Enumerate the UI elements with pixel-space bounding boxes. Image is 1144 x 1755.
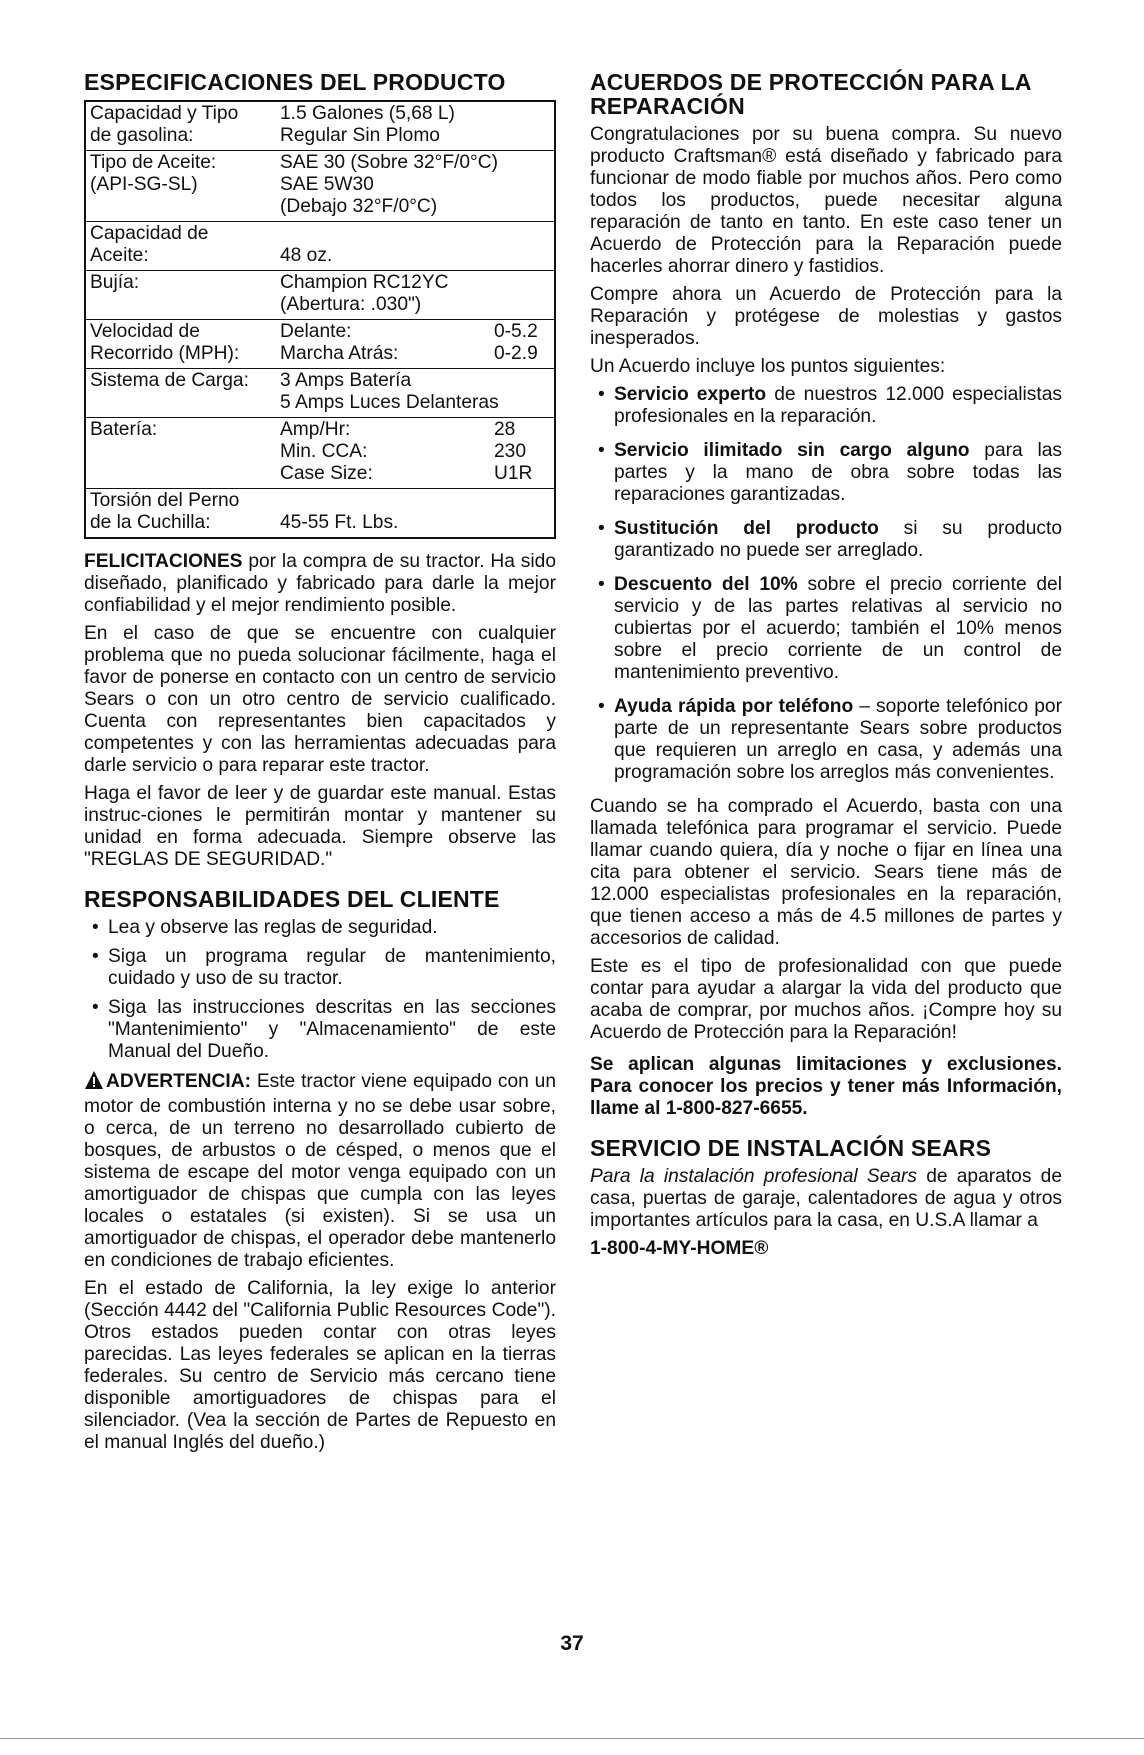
- spec-line: [90, 125, 550, 147]
- install-italic: Para la instalación profesional Sears: [590, 1166, 917, 1187]
- spec-line: [90, 419, 550, 441]
- spec-value: 5 Amps Luces Delanteras: [280, 392, 499, 413]
- spec-line: [90, 441, 550, 463]
- spec-label: (API-SG-SL): [90, 174, 198, 195]
- spec-row: [86, 271, 554, 320]
- spec-label: Aceite:: [90, 245, 149, 266]
- warning-bold: ADVERTENCIA:: [106, 1071, 251, 1092]
- bullet-icon: •: [598, 574, 605, 595]
- protection-list: [590, 384, 1062, 784]
- california-paragraph: En el estado de California, la ley exige lo anterior (Sección 4442 del "California Public Resources Code"). Otros estados pueden contar con otras leyes parecidas. Las leyes federales se aplican en la tierras federales. Su centro de Servicio más cercano tiene disponible amortiguadores de chispas para el silenciador. (Vea la sección de Partes de Repuesto en el manual Inglés del dueño.): [84, 1278, 556, 1453]
- responsibility-item: [84, 997, 556, 1063]
- spec-label: de gasolina:: [90, 125, 194, 146]
- spec-row: [86, 418, 554, 489]
- spec-value: 48 oz.: [280, 245, 333, 266]
- responsibility-text: Lea y observe las reglas de seguridad.: [108, 917, 438, 938]
- spec-line: [90, 512, 550, 534]
- spec-value: SAE 5W30: [280, 174, 374, 195]
- protection-item-bold: Servicio ilimitado sin cargo alguno: [614, 440, 970, 461]
- congrats-text: por la compra de su tractor. Ha sido diseñado, planificado y fabricado para darle la mejor confiabilidad y el mejor rendimiento posible.: [84, 551, 556, 616]
- spec-row: [86, 102, 554, 151]
- responsibilities-list: [84, 917, 556, 1063]
- protection-item-bold: Servicio experto: [614, 384, 767, 405]
- install-heading: SERVICIO DE INSTALACIÓN SEARS: [590, 1135, 992, 1161]
- spec-value: SAE 30 (Sobre 32°F/0°C): [280, 152, 498, 173]
- bullet-icon: •: [598, 440, 605, 461]
- spec-label: Torsión del Perno: [90, 490, 240, 511]
- protection-item-bold: Ayuda rápida por teléfono: [614, 696, 854, 717]
- protection-limits: Se aplican algunas limitaciones y exclusiones. Para conocer los precios y tener más Información, llame al 1-800-827-6655.: [590, 1054, 1062, 1119]
- bullet-icon: •: [598, 696, 605, 717]
- protection-item-bold: Descuento del 10%: [614, 574, 798, 595]
- responsibility-item: [84, 946, 556, 990]
- spec-line: [90, 245, 550, 267]
- spec-row: [86, 151, 554, 222]
- spec-heading: ESPECIFICACIONES DEL PRODUCTO: [84, 69, 506, 95]
- spec-line: [90, 103, 550, 125]
- spec-value: Marcha Atrás:: [280, 343, 399, 364]
- spec-row: [86, 320, 554, 369]
- spec-label: Recorrido (MPH):: [90, 343, 240, 364]
- spec-value-2: 0-2.9: [494, 343, 538, 364]
- protection-item: [590, 696, 1062, 784]
- spec-line: [90, 152, 550, 174]
- spec-table: [84, 100, 556, 539]
- spec-value: Regular Sin Plomo: [280, 125, 440, 146]
- bullet-icon: •: [92, 946, 99, 967]
- spec-label: Sistema de Carga:: [90, 370, 249, 391]
- warning-text: Este tractor viene equipado con un motor de combustión interna y no se debe usar sobre, o cerca, de un terreno no desarrollado cubierto de bosques, de arbustos o de césped, o menos que el sistema de escape del motor venga equipado con un amortiguador de chispas que cumpla con las leyes locales o estatales (si existen). Si se usa un amortiguador de chispas, el operador debe mantenerlo en condiciones de trabajo eficientes.: [84, 1071, 556, 1271]
- spec-value: [280, 223, 550, 245]
- spec-value-2: 0-5.2: [494, 321, 538, 342]
- spec-line: [90, 272, 550, 294]
- protection-item: [590, 518, 1062, 562]
- install-phone: 1-800-4-MY-HOME®: [590, 1238, 769, 1259]
- bottom-divider: [0, 1738, 1144, 1739]
- spec-label: [90, 441, 280, 463]
- spec-value: (Debajo 32°F/0°C): [280, 196, 438, 217]
- left-column: [84, 70, 556, 1460]
- protection-item: [590, 574, 1062, 684]
- bullet-icon: •: [92, 997, 99, 1018]
- spec-value: 1.5 Galones (5,68 L): [280, 103, 455, 124]
- right-column: [590, 70, 1062, 1266]
- spec-label: de la Cuchilla:: [90, 512, 211, 533]
- install-paragraph: [590, 1166, 1062, 1232]
- spec-label: Tipo de Aceite:: [90, 152, 217, 173]
- protection-pro: Este es el tipo de profesionalidad con que puede contar para ayudar a alargar la vida del producto que acaba de comprar, por muchos años. ¡Compre hoy su Acuerdo de Protección para la Reparación!: [590, 956, 1062, 1043]
- protection-when: Cuando se ha comprado el Acuerdo, basta con una llamada telefónica para programar el servicio. Puede llamar cuando quiera, día y noche o fijar en línea una cita para obtener el servicio. Sears tiene más de 12.000 especialistas profesionales en la reparación, que tienen acceso a más de 4.5 millones de partes y accesorios de calidad.: [590, 796, 1062, 949]
- responsibility-text: Siga las instrucciones descritas en las secciones "Mantenimiento" y "Almacenamiento" de este Manual del Dueño.: [108, 997, 556, 1062]
- protection-item: [590, 384, 1062, 428]
- spec-label: [90, 392, 280, 414]
- spec-line: [90, 370, 550, 392]
- spec-line: [90, 490, 550, 512]
- spec-label: [90, 196, 280, 218]
- spec-line: [90, 343, 550, 365]
- protection-heading: ACUERDOS DE PROTECCIÓN PARA LA REPARACIÓN: [590, 69, 1031, 119]
- warning-triangle-icon: [84, 1070, 104, 1096]
- spec-row: [86, 489, 554, 537]
- protection-buy: Compre ahora un Acuerdo de Protección para la Reparación y protégese de molestias y gastos inesperados.: [590, 284, 1062, 349]
- protection-item-text: si su producto garantizado no puede ser arreglado.: [614, 518, 1062, 561]
- spec-value-2: U1R: [494, 463, 533, 484]
- spec-label: Capacidad de: [90, 223, 209, 244]
- protection-item-text: – soporte telefónico por parte de un representante Sears sobre productos que requieren un arreglo en casa, y además una programación sobre los arreglos más convenientes.: [614, 696, 1062, 783]
- protection-includes: Un Acuerdo incluye los puntos siguientes:: [590, 356, 946, 377]
- spec-label: [90, 463, 280, 485]
- responsibility-item: [84, 917, 556, 939]
- spec-value-2: 230: [494, 441, 527, 462]
- spec-value: [280, 490, 550, 512]
- bullet-icon: •: [92, 917, 99, 938]
- spec-value: Amp/Hr:: [280, 419, 351, 440]
- responsibility-text: Siga un programa regular de mantenimiento, cuidado y uso de su tractor.: [108, 946, 556, 989]
- spec-value: Champion RC12YC: [280, 272, 449, 293]
- spec-value: Min. CCA:: [280, 441, 368, 462]
- protection-item-bold: Sustitución del producto: [614, 518, 879, 539]
- spec-line: [90, 463, 550, 485]
- spec-line: [90, 223, 550, 245]
- bullet-icon: •: [598, 384, 605, 405]
- read-manual-paragraph: Haga el favor de leer y de guardar este manual. Estas instruc-ciones le permitirán montar y mantener su unidad en forma adecuada. Siempre observe las "REGLAS DE SEGURIDAD.": [84, 783, 556, 870]
- spec-value: 45-55 Ft. Lbs.: [280, 512, 399, 533]
- protection-item-text: para las partes y la mano de obra sobre todas las reparaciones garantizadas.: [614, 440, 1062, 505]
- spec-line: [90, 174, 550, 196]
- spec-label: Capacidad y Tipo: [90, 103, 239, 124]
- spec-value: 3 Amps Batería: [280, 370, 412, 391]
- spec-label: Bujía:: [90, 272, 140, 293]
- spec-label: [90, 294, 280, 316]
- spec-line: [90, 321, 550, 343]
- congrats-bold: FELICITACIONES: [84, 551, 243, 572]
- protection-item-text: sobre el precio corriente del servicio y de las partes relativas al servicio no cubiertas por el acuerdo; también el 10% menos sobre el precio corriente de un control de mantenimiento preventivo.: [614, 574, 1062, 683]
- protection-intro: Congratulaciones por su buena compra. Su nuevo producto Craftsman® está diseñado y fabricado para funcionar de modo fiable por muchos años. Pero como todos los productos, puede necesitar alguna reparación de tanto en tanto. En este caso tener un Acuerdo de Protección para la Reparación puede hacerles ahorrar dinero y fastidios.: [590, 124, 1062, 277]
- spec-value-2: 28: [494, 419, 516, 440]
- warning-paragraph: [84, 1070, 556, 1272]
- responsibilities-heading: RESPONSABILIDADES DEL CLIENTE: [84, 886, 500, 912]
- protection-item: [590, 440, 1062, 506]
- spec-line: [90, 392, 550, 414]
- congrats-paragraph: [84, 551, 556, 617]
- spec-row: [86, 222, 554, 271]
- page-number: 37: [560, 1632, 584, 1655]
- spec-line: [90, 294, 550, 316]
- spec-label: Velocidad de: [90, 321, 200, 342]
- problem-paragraph: En el caso de que se encuentre con cualquier problema que no pueda solucionar fácilmente, haga el favor de ponerse en contacto con un centro de servicio Sears o con un otro centro de servicio cualificado. Cuenta con representantes bien capacitados y competentes y con las herramientas adecuadas para darle servicio o para reparar este tractor.: [84, 623, 556, 776]
- protection-item-text: de nuestros 12.000 especialistas profesionales en la reparación.: [614, 384, 1063, 427]
- spec-value: (Abertura: .030"): [280, 294, 422, 315]
- spec-line: [90, 196, 550, 218]
- spec-label: Batería:: [90, 419, 158, 440]
- bullet-icon: •: [598, 518, 605, 539]
- spec-row: [86, 369, 554, 418]
- spec-value: Case Size:: [280, 463, 373, 484]
- spec-value: Delante:: [280, 321, 352, 342]
- install-text: de aparatos de casa, puertas de garaje, calentadores de agua y otros importantes artículos para la casa, en U.S.A llamar a: [590, 1166, 1062, 1231]
